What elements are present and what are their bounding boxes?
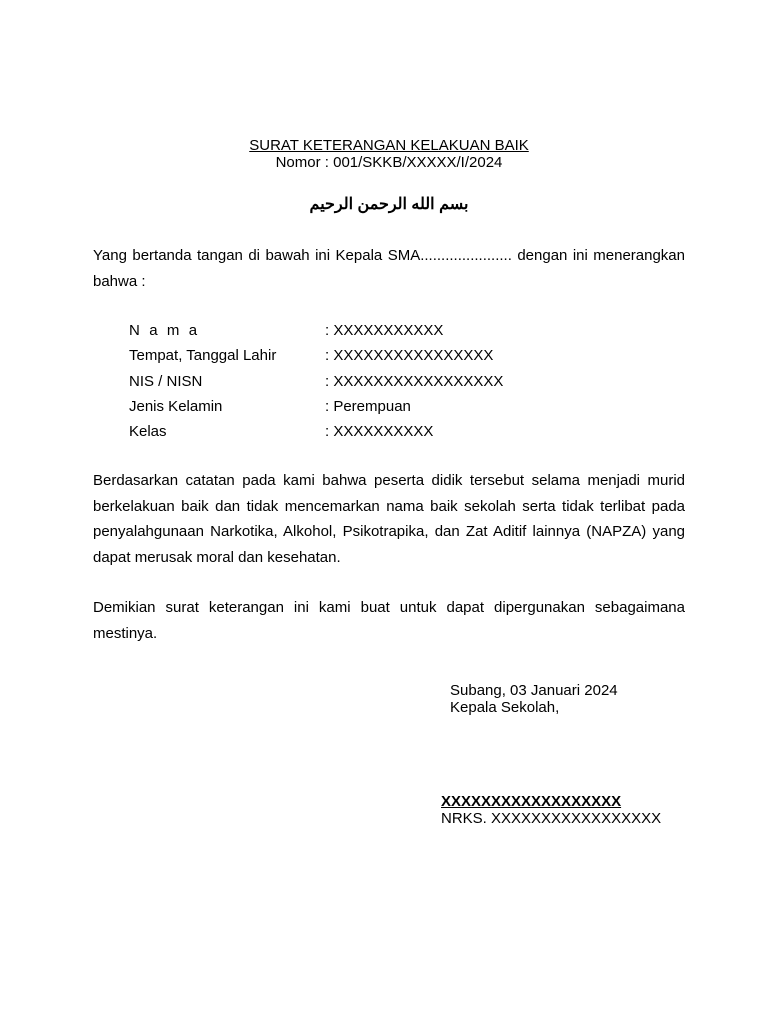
info-value: : XXXXXXXXXXX <box>325 322 444 339</box>
signer-nrks: NRKS. XXXXXXXXXXXXXXXXX <box>441 810 662 827</box>
info-value: : XXXXXXXXXX <box>325 423 434 441</box>
info-label: Tempat, Tanggal Lahir <box>129 347 277 365</box>
signature-header <box>450 682 618 716</box>
info-row-class <box>129 419 503 444</box>
info-value: : XXXXXXXXXXXXXXXX <box>325 347 494 365</box>
basmalah-text: بسم الله الرحمن الرحيم <box>309 196 469 213</box>
letter-title: SURAT KETERANGAN KELAKUAN BAIK <box>249 137 529 154</box>
info-label: N a m a <box>129 322 200 339</box>
signer-title: Kepala Sekolah, <box>450 699 560 716</box>
letter-number: Nomor : 001/SKKB/XXXXX/I/2024 <box>275 154 503 171</box>
info-label: Kelas <box>129 423 167 441</box>
signer-name: XXXXXXXXXXXXXXXXXX <box>441 793 622 810</box>
info-row-birth <box>129 343 503 368</box>
info-label: NIS / NISN <box>129 372 203 390</box>
intro-paragraph: Yang bertanda tangan di bawah ini Kepala SMA...................... dengan ini menerangkan bahwa : <box>93 247 685 290</box>
info-label: Jenis Kelamin <box>129 397 223 415</box>
info-value: : XXXXXXXXXXXXXXXXX <box>325 372 504 390</box>
student-info-table <box>129 318 503 444</box>
body-paragraph: Berdasarkan catatan pada kami bahwa peserta didik tersebut selama menjadi murid berkelakuan baik dan tidak mencemarkan nama baik sekolah serta tidak terlibat pada penyalahgunaan Narkotika, Alkohol, Psikotrapika, dan Zat Aditif lainnya (NAPZA) yang dapat merusak moral dan kesehatan. <box>93 472 685 566</box>
info-row-gender <box>129 394 503 419</box>
place-date: Subang, 03 Januari 2024 <box>450 682 618 699</box>
info-row-name <box>129 318 503 343</box>
info-value: : Perempuan <box>325 397 411 415</box>
info-row-nis <box>129 369 503 394</box>
closing-paragraph: Demikian surat keterangan ini kami buat untuk dapat dipergunakan sebagaimana mestinya. <box>93 599 685 642</box>
